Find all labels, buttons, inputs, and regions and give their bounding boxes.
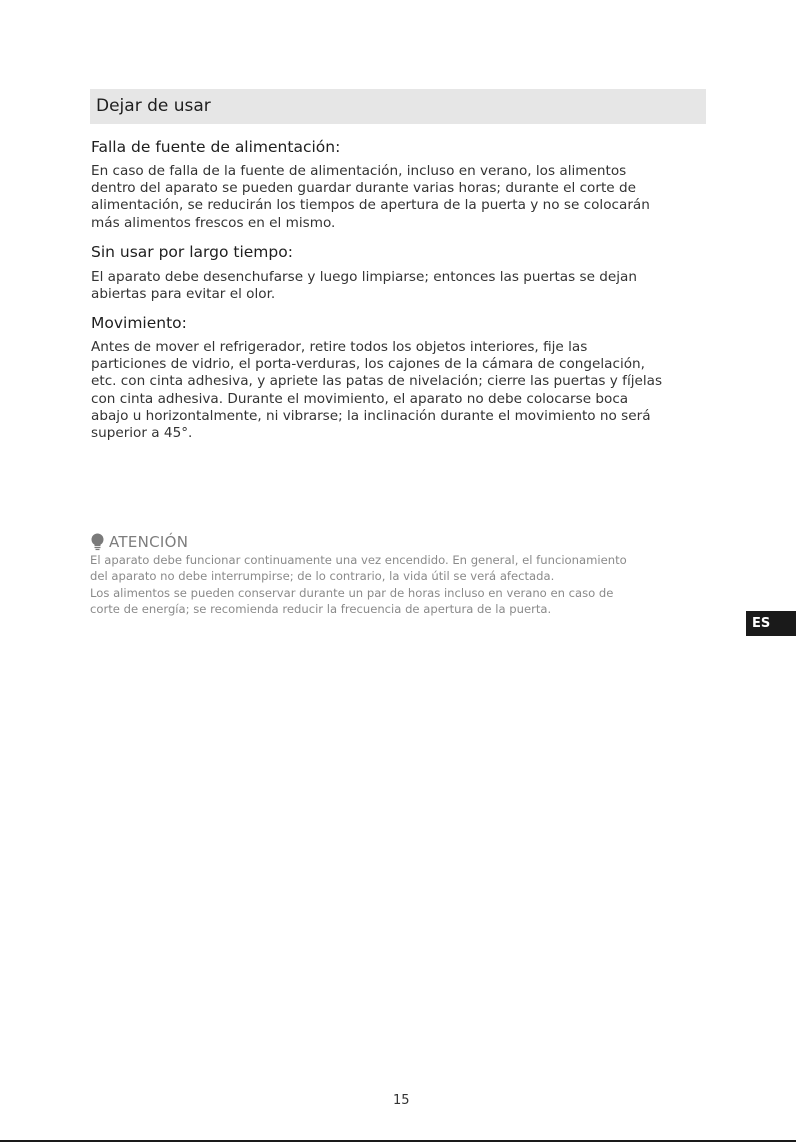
attention-header [90,532,710,552]
paragraph-line: En caso de falla de la fuente de alimentación, incluso en verano, los alimentos [91,163,627,179]
bottom-rule [0,1140,796,1142]
paragraph-line: particiones de vidrio, el porta-verduras, los cajones de la cámara de congelación, [91,356,645,373]
power-failure-heading: Falla de fuente de alimentación: [91,138,341,156]
section-title: Dejar de usar [96,96,211,116]
moving-heading: Movimiento: [91,314,187,332]
attention-line: El aparato debe funcionar continuamente una vez encendido. En general, el funcionamiento [90,553,627,567]
moving-paragraph [91,339,731,442]
attention-box [90,532,710,618]
long-unused-paragraph [91,269,731,303]
power-failure-paragraph [91,163,731,232]
paragraph-line: abajo u horizontalmente, ni vibrarse; la inclinación durante el movimiento no será [91,407,651,424]
attention-line: corte de energía; se recomienda reducir la frecuencia de apertura de la puerta. [90,602,552,617]
paragraph-line: Antes de mover el refrigerador, retire todos los objetos interiores, fije las [91,339,588,355]
attention-label: ATENCIÓN [109,533,189,551]
paragraph-line: con cinta adhesiva. Durante el movimiento, el aparato no debe colocarse boca [91,390,629,407]
attention-text [90,552,710,618]
attention-line: Los alimentos se pueden conservar durante un par de horas incluso en verano en caso de [90,585,614,600]
long-unused-heading: Sin usar por largo tiempo: [91,243,293,261]
paragraph-line: El aparato debe desenchufarse y luego limpiarse; entonces las puertas se dejan [91,269,637,285]
paragraph-line: dentro del aparato se pueden guardar durante varias horas; durante el corte de [91,180,636,197]
paragraph-line: abiertas para evitar el olor. [91,286,276,303]
paragraph-line: superior a 45°. [91,425,193,442]
paragraph-line: más alimentos frescos en el mismo. [91,214,336,231]
attention-line: del aparato no debe interrumpirse; de lo contrario, la vida útil se verá afectada. [90,569,555,584]
page-number: 15 [393,1093,410,1108]
paragraph-line: alimentación, se reducirán los tiempos de apertura de la puerta y no se colocarán [91,197,650,214]
paragraph-line: etc. con cinta adhesiva, y apriete las patas de nivelación; cierre las puertas y fíjelas [91,373,663,390]
section-header [90,89,706,124]
lightbulb-icon [90,533,105,551]
language-tab: ES [746,611,796,636]
